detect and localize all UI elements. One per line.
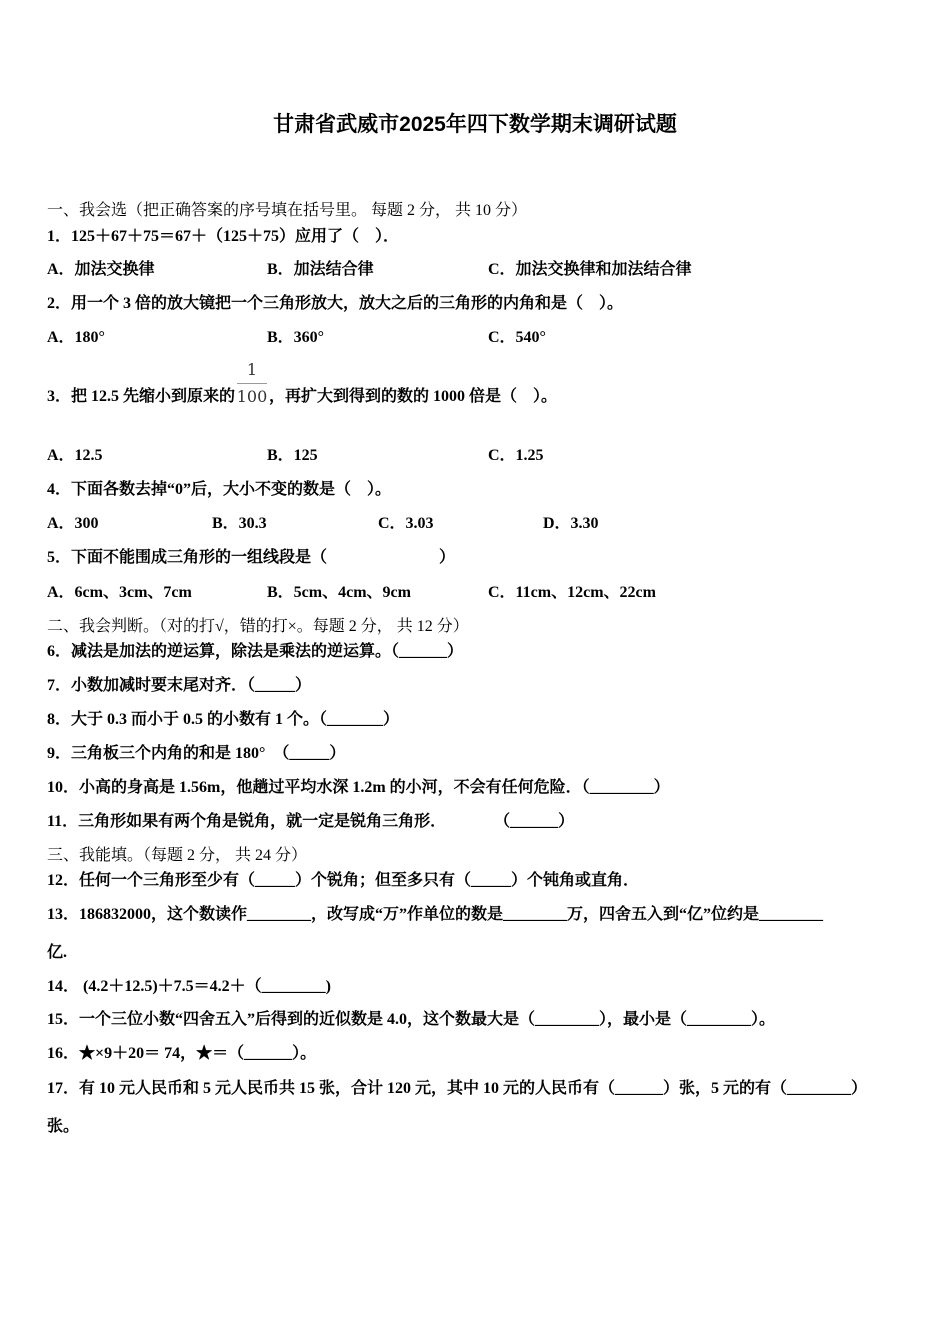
option-5-b: B．5cm、4cm、9cm (267, 584, 411, 601)
option-4-c: C．3.03 (378, 515, 434, 532)
option-2-b: B．360° (267, 329, 325, 346)
question-1-options (0, 260, 950, 280)
fraction-numerator: 1 (246, 360, 258, 379)
question-5: 5．下面不能围成三角形的一组线段是（ ） (47, 549, 456, 566)
option-1-a: A．加法交换律 (47, 261, 155, 278)
section-heading-fill: 三、我能填。（每题 2 分， 共 24 分） (47, 847, 308, 864)
question-15: 15．一个三位小数“四舍五入”后得到的近似数是 4.0，这个数最大是（________），最小是（________）。 (47, 1011, 776, 1028)
question-12: 12．任何一个三角形至少有（_____）个锐角；但至多只有（_____）个钝角或直角． (47, 872, 640, 889)
exam-title: 甘肃省武威市2025年四下数学期末调研试题 (273, 113, 677, 136)
section-heading-choice: 一、我会选（把正确答案的序号填在括号里。 每题 2 分， 共 10 分） (47, 202, 528, 219)
option-2-c: C．540° (488, 329, 546, 346)
option-3-b: B．125 (267, 447, 318, 464)
question-13-continuation: 亿. (47, 944, 68, 961)
question-6: 6．减法是加法的逆运算，除法是乘法的逆运算。（______） (47, 643, 464, 660)
section-heading-judge: 二、我会判断。（对的打√，错的打×。每题 2 分， 共 12 分） (47, 618, 469, 635)
option-2-a: A．180° (47, 329, 105, 346)
option-1-c: C．加法交换律和加法结合律 (488, 261, 692, 278)
question-14: 14． (4.2＋12.5)＋7.5＝4.2＋（________) (47, 978, 331, 995)
question-4-options (0, 514, 950, 534)
question-13: 13．186832000，这个数读作________，改写成“万”作单位的数是________万，四舍五入到“亿”位约是________ (47, 906, 824, 923)
question-3-text-before: 3．把 12.5 先缩小到原来的 (47, 388, 236, 405)
question-1: 1．125＋67＋75＝67＋（125＋75）应用了（ ）． (47, 228, 400, 245)
option-5-a: A．6cm、3cm、7cm (47, 584, 192, 601)
question-5-options (0, 583, 950, 603)
fraction-stack (236, 357, 268, 410)
question-3-text-after: ，再扩大到得到的数的 1000 倍是（ ）。 (269, 388, 558, 405)
option-5-c: C．11cm、12cm、22cm (488, 584, 656, 601)
question-17: 17．有 10 元人民币和 5 元人民币共 15 张，合计 120 元，其中 10 元的人民币有（______）张，5 元的有（________） (47, 1080, 868, 1097)
question-2: 2．用一个 3 倍的放大镜把一个三角形放大，放大之后的三角形的内角和是（ ）。 (47, 295, 624, 312)
question-8: 8．大于 0.3 而小于 0.5 的小数有 1 个。（_______） (47, 711, 400, 728)
question-4: 4．下面各数去掉“0”后，大小不变的数是（ ）。 (47, 481, 392, 498)
question-16: 16．★×9＋20＝ 74，★＝（______）。 (47, 1045, 317, 1062)
option-3-a: A．12.5 (47, 447, 103, 464)
question-9: 9．三角板三个内角的和是 180° （_____） (47, 745, 346, 762)
fraction-denominator: 100 (236, 387, 268, 406)
question-10: 10．小高的身高是 1.56m，他趟过平均水深 1.2m 的小河，不会有任何危险．（________） (47, 779, 670, 796)
question-17-continuation: 张。 (47, 1118, 80, 1135)
option-4-d: D．3.30 (543, 515, 599, 532)
question-2-options (0, 328, 950, 348)
question-11: 11．三角形如果有两个角是锐角，就一定是锐角三角形． （______） (47, 813, 575, 830)
option-3-c: C．1.25 (488, 447, 544, 464)
fraction (235, 360, 269, 406)
option-4-a: A．300 (47, 515, 99, 532)
option-1-b: B．加法结合律 (267, 261, 374, 278)
question-3-options (0, 446, 950, 466)
option-4-b: B．30.3 (212, 515, 267, 532)
question-3 (47, 360, 558, 407)
question-7: 7．小数加减时要末尾对齐．（_____） (47, 677, 312, 694)
